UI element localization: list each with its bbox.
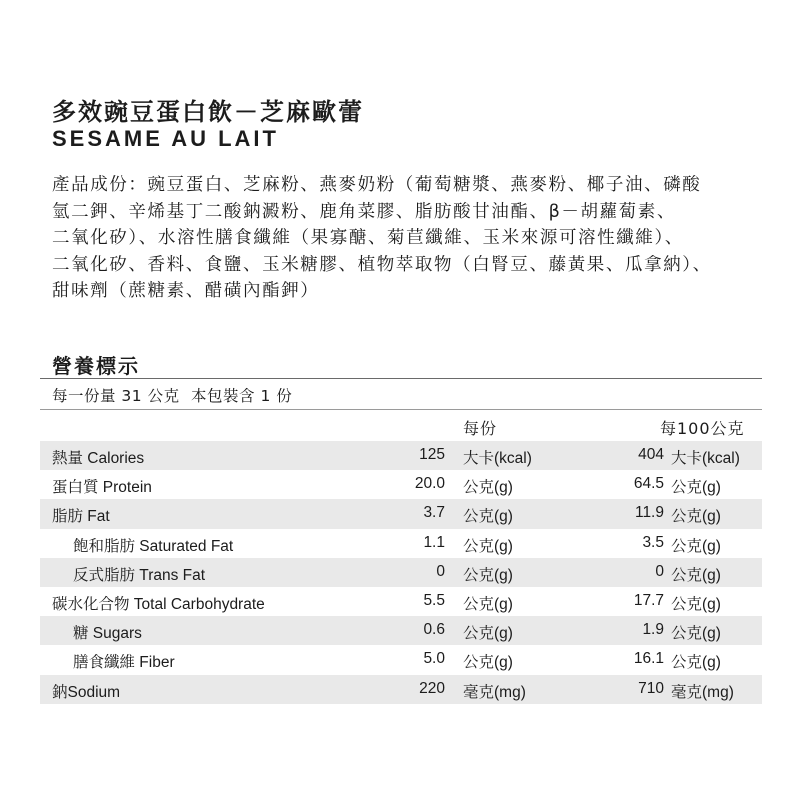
nutrient-name: 糖 Sugars <box>73 625 142 643</box>
ingredients-line: 產品成份：豌豆蛋白、芝麻粉、燕麥奶粉（葡萄糖漿、燕麥粉、椰子油、磷酸 <box>52 175 702 195</box>
table-row <box>40 499 762 528</box>
unit-per-serving: 毫克(mg) <box>463 683 526 701</box>
unit-per-serving: 公克(g) <box>463 508 513 526</box>
unit-per-100g: 毫克(mg) <box>671 683 734 701</box>
value-per-100g: 404 <box>638 446 664 463</box>
value-per-serving: 1.1 <box>423 533 445 551</box>
product-title-zh: 多效豌豆蛋白飲－芝麻歐蕾 <box>52 98 364 126</box>
ingredients-line: 甜味劑（蔗糖素、醋磺內酯鉀） <box>52 281 320 301</box>
value-per-100g: 17.7 <box>633 591 664 609</box>
table-row <box>40 645 762 674</box>
nutrient-name: 飽和脂肪 Saturated Fat <box>73 537 234 555</box>
unit-per-100g: 公克(g) <box>671 566 721 584</box>
value-per-serving: 5.0 <box>423 650 445 668</box>
nutrient-name: 反式脂肪 Trans Fat <box>73 566 206 584</box>
unit-per-100g: 大卡(kcal) <box>671 450 740 467</box>
unit-per-serving: 公克(g) <box>463 595 513 613</box>
ingredients-line: 二氧化矽、香料、食鹽、玉米糖膠、植物萃取物（白腎豆、藤黃果、瓜拿納）、 <box>52 254 712 275</box>
nutrient-name: 膳食纖維 Fiber <box>73 654 175 672</box>
table-row <box>40 441 762 470</box>
nutrient-name: 脂肪 Fat <box>52 508 110 526</box>
value-per-100g: 3.5 <box>642 533 664 551</box>
product-title-en: SESAME AU LAIT <box>52 126 279 151</box>
value-per-100g: 0 <box>655 562 664 580</box>
table-row <box>40 675 762 704</box>
unit-per-100g: 公克(g) <box>671 654 721 672</box>
nutrient-name: 蛋白質 Protein <box>52 479 152 497</box>
nutrition-heading: 營養標示 <box>52 354 140 378</box>
value-per-serving: 0.6 <box>423 621 445 639</box>
value-per-100g: 64.5 <box>633 475 664 493</box>
nutrient-name: 熱量 Calories <box>52 450 145 467</box>
nutrient-name: 鈉Sodium <box>52 683 121 701</box>
value-per-serving: 220 <box>419 679 445 697</box>
nutrition-table <box>40 441 762 704</box>
table-row <box>40 587 762 616</box>
nutrient-name: 碳水化合物 Total Carbohydrate <box>52 595 265 613</box>
unit-per-100g: 公克(g) <box>671 625 721 643</box>
value-per-100g: 16.1 <box>633 650 664 668</box>
unit-per-100g: 公克(g) <box>671 595 721 613</box>
value-per-serving: 20.0 <box>414 475 445 493</box>
unit-per-100g: 公克(g) <box>671 508 721 526</box>
serving-info <box>52 384 298 406</box>
unit-per-serving: 公克(g) <box>463 566 513 584</box>
unit-per-serving: 公克(g) <box>463 625 513 643</box>
value-per-serving: 5.5 <box>423 591 445 609</box>
unit-per-serving: 公克(g) <box>463 537 513 555</box>
ingredients-line: 二氧化矽）、水溶性膳食纖維（果寡醣、菊苣纖維、玉米來源可溶性纖維）、 <box>52 228 684 248</box>
table-row <box>40 558 762 587</box>
value-per-100g: 11.9 <box>634 504 664 522</box>
serving-size: 每一份量 31 公克 <box>52 387 180 405</box>
unit-per-serving: 公克(g) <box>463 654 513 672</box>
unit-per-100g: 公克(g) <box>671 479 721 497</box>
unit-per-serving: 公克(g) <box>463 479 513 497</box>
ingredients-line: 氫二鉀、辛烯基丁二酸鈉澱粉、鹿角菜膠、脂肪酸甘油酯、β－胡蘿蔔素、 <box>52 201 676 222</box>
column-header-per-100g: 每100公克 <box>660 419 745 438</box>
value-per-serving: 125 <box>419 446 445 463</box>
value-per-100g: 1.9 <box>642 621 664 639</box>
unit-per-serving: 大卡(kcal) <box>463 450 532 467</box>
ingredients-text <box>52 172 768 305</box>
nutrition-top-divider <box>40 378 762 379</box>
value-per-serving: 0 <box>436 562 445 580</box>
serving-divider <box>40 409 762 410</box>
table-row <box>40 470 762 499</box>
table-row <box>40 616 762 645</box>
value-per-serving: 3.7 <box>423 504 445 522</box>
table-row <box>40 529 762 558</box>
column-header-per-serving: 每份 <box>463 419 498 438</box>
unit-per-100g: 公克(g) <box>671 537 721 555</box>
servings-per-pack: 本包裝含 1 份 <box>191 387 293 405</box>
value-per-100g: 710 <box>638 679 664 697</box>
